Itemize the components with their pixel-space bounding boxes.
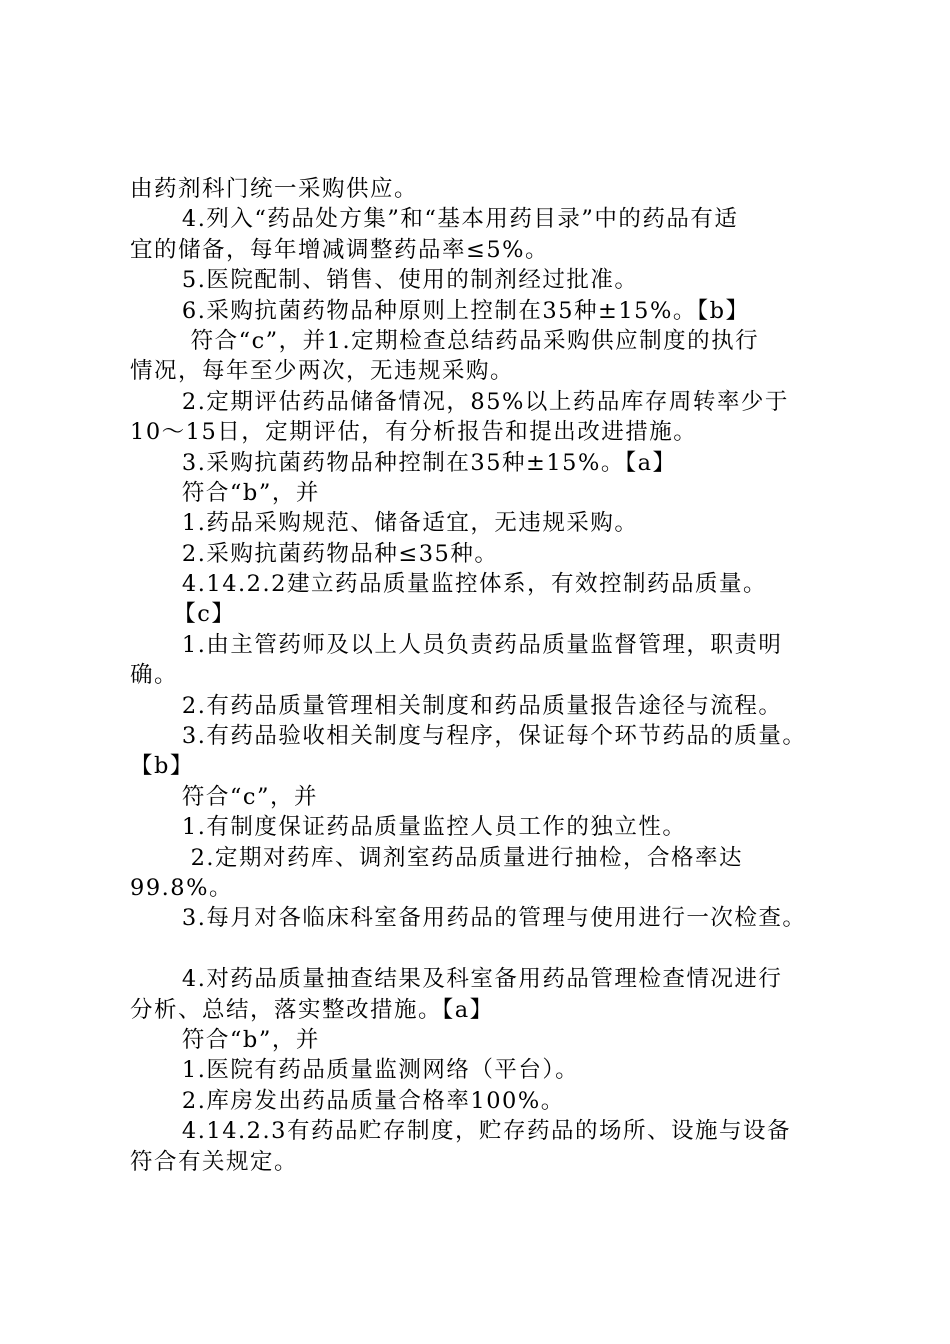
text-line: 4.14.2.3有药品贮存制度，贮存药品的场所、设施与设备	[130, 1118, 791, 1145]
text-line: 3.每月对各临床科室备用药品的管理与使用进行一次检查。	[130, 905, 807, 932]
text-line: 1.药品采购规范、储备适宜，无违规采购。	[130, 510, 639, 537]
text-line: 2.定期评估药品储备情况，85%以上药品库存周转率少于	[130, 388, 789, 415]
text-line: 3.采购抗菌药物品种控制在35种±15%。【a】	[130, 449, 677, 476]
text-line: 【b】	[130, 753, 194, 780]
text-line: 1.有制度保证药品质量监控人员工作的独立性。	[130, 814, 687, 841]
document-body	[130, 174, 850, 1177]
text-line: 10～15日，定期评估，有分析报告和提出改进措施。	[130, 419, 698, 446]
text-line: 符合“c”，并1.定期检查总结药品采购供应制度的执行	[130, 327, 760, 354]
text-line: 3.有药品验收相关制度与程序，保证每个环节药品的质量。	[130, 723, 807, 750]
text-line: 符合“b”，并	[130, 1026, 320, 1053]
text-line: 4.列入“药品处方集”和“基本用药目录”中的药品有适	[130, 206, 739, 233]
text-line: 6.采购抗菌药物品种原则上控制在35种±15%。【b】	[130, 297, 750, 324]
text-line: 符合有关规定。	[130, 1148, 299, 1175]
text-line: 99.8%。	[130, 874, 233, 901]
text-line: 4.14.2.2建立药品质量监控体系，有效控制药品质量。	[130, 571, 767, 598]
text-line: 符合“b”，并	[130, 479, 320, 506]
text-line: 分析、总结，落实整改措施。【a】	[130, 996, 494, 1023]
blank-line	[130, 934, 850, 964]
text-line: 情况，每年至少两次，无违规采购。	[130, 358, 515, 385]
text-line: 确。	[130, 662, 179, 689]
text-line: 2.采购抗菌药物品种≤35种。	[130, 540, 499, 567]
text-line: 5.医院配制、销售、使用的制剂经过批准。	[130, 267, 639, 294]
text-line: 4.对药品质量抽查结果及科室备用药品管理检查情况进行	[130, 966, 783, 993]
text-line: 1.医院有药品质量监测网络（平台）。	[130, 1057, 580, 1084]
text-line: 1.由主管药师及以上人员负责药品质量监督管理，职责明	[130, 631, 783, 658]
text-line: 2.定期对药库、调剂室药品质量进行抽检，合格率达	[130, 844, 744, 871]
text-line: 宜的储备，每年增减调整药品率≤5%。	[130, 236, 550, 263]
text-line: 2.库房发出药品质量合格率100%。	[130, 1087, 565, 1114]
text-line: 由药剂科门统一采购供应。	[130, 176, 419, 202]
text-line: 【c】	[130, 601, 236, 628]
text-line: 2.有药品质量管理相关制度和药品质量报告途径与流程。	[130, 692, 783, 719]
text-line: 符合“c”，并	[130, 783, 319, 810]
